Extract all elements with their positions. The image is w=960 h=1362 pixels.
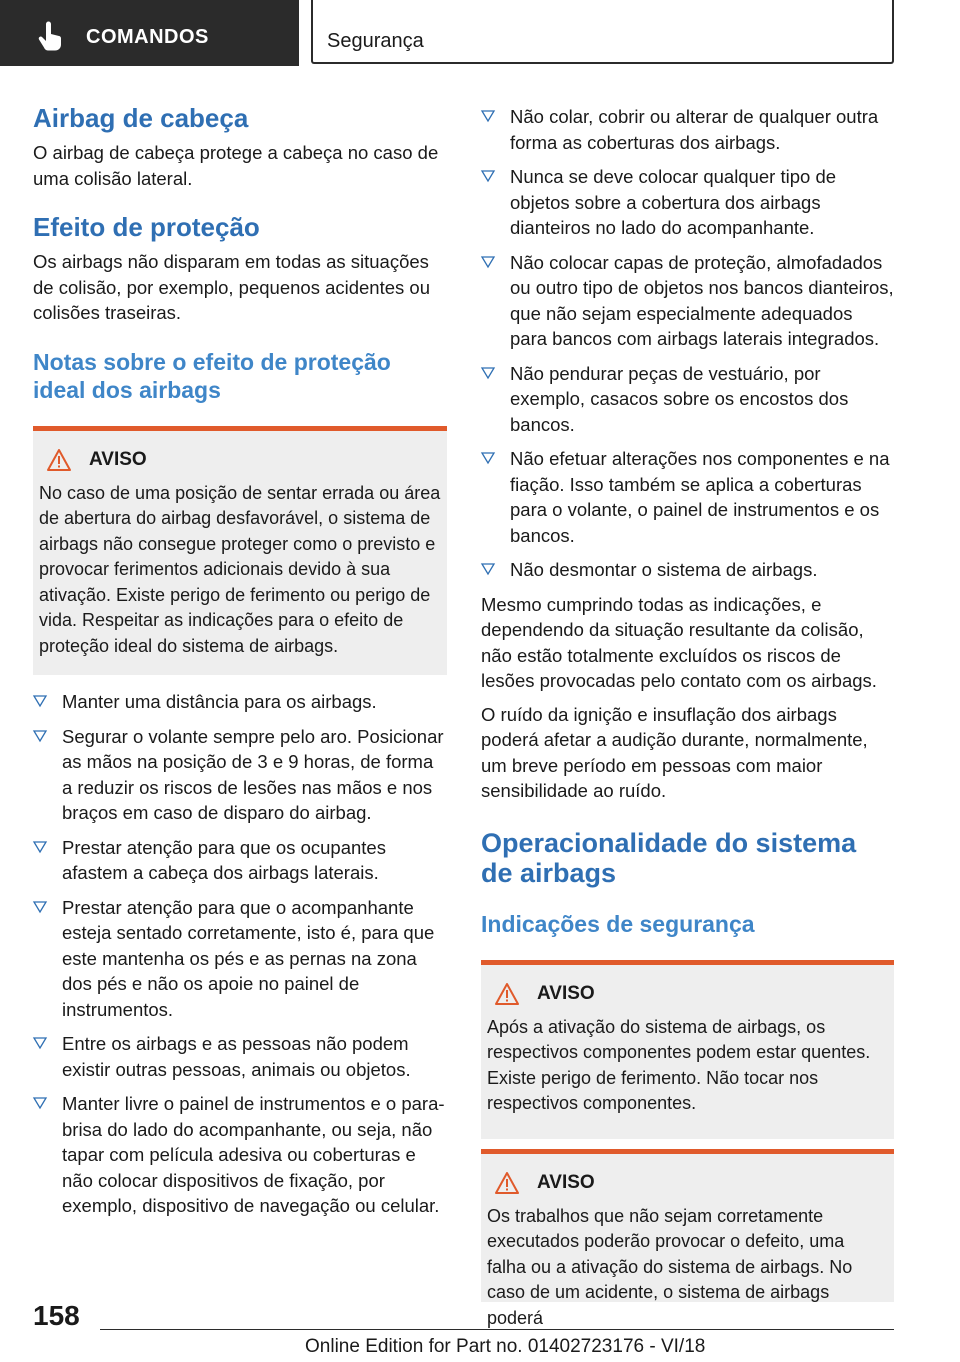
heading-airbag-cabeca: Airbag de cabeça (33, 103, 249, 133)
list-item: Segurar o volante sempre pelo aro. Posicionar as mãos na posição de 3 e 9 horas, de forma a reduzir os riscos de lesões nas mãos e nos braços em caso de disparo do airbag. (33, 724, 447, 826)
triangle-bullet-icon (481, 169, 495, 183)
paragraph-efeito-protecao: Os airbags não disparam em todas as situações de colisão, por exemplo, pequenos acidentes ou colisões traseiras. (33, 251, 430, 323)
footer-divider (100, 1329, 894, 1330)
warning-triangle-icon (47, 449, 71, 471)
footer-edition: Online Edition for Part no. 01402723176 - VI/18 (305, 1336, 706, 1357)
triangle-bullet-icon (33, 1036, 47, 1050)
header-topic-tab (311, 0, 894, 64)
heading-notas: Notas sobre o efeito de proteção ideal dos airbags (33, 348, 391, 403)
list-item: Nunca se deve colocar qualquer tipo de objetos sobre a cobertura dos airbags dianteiros no lado do acompanhante. (481, 164, 894, 241)
triangle-bullet-icon (481, 109, 495, 123)
warning-title: AVISO (89, 448, 147, 470)
warning-triangle-icon (495, 983, 519, 1005)
paragraph-airbag-cabeca: O airbag de cabeça protege a cabeça no caso de uma colisão lateral. (33, 142, 439, 189)
triangle-bullet-icon (481, 255, 495, 269)
paragraph-mesmo: Mesmo cumprindo todas as indicações, e dependendo da situação resultante da colisão, não estão totalmente excluídos os riscos de lesões provocadas pelo contato com os airbags. (481, 593, 877, 691)
left-column (33, 102, 447, 1228)
triangle-bullet-icon (33, 694, 47, 708)
warning-box (481, 960, 894, 1139)
warning-text: No caso de uma posição de sentar errada ou área de abertura do airbag desfavorável, o sistema de airbags não consegue proteger como o previsto e provocar ferimentos adicionais devido à sua ativação. Existe perigo de ferimento ou perigo de vida. Respeitar as indicações para o efeito de proteção ideal do sistema de airbags. (39, 482, 441, 656)
warning-title: AVISO (537, 1171, 595, 1193)
heading-indicacoes: Indicações de segurança (481, 910, 755, 937)
bullet-list-right (481, 104, 894, 583)
triangle-bullet-icon (481, 562, 495, 576)
topic-label: Segurança (327, 30, 424, 52)
bullet-list-left (33, 689, 447, 1219)
triangle-bullet-icon (33, 900, 47, 914)
triangle-bullet-icon (481, 366, 495, 380)
warning-text: Os trabalhos que não sejam corretamente executados poderão provocar o defeito, uma falha ou a ativação do sistema de airbags. No caso de um acidente, o sistema de airbags poderá (487, 1205, 853, 1328)
list-item: Prestar atenção para que o acompanhante esteja sentado corretamente, isto é, para que este mantenha os pés e as pernas na zona dos pés e não os apoie no painel de instrumentos. (33, 895, 447, 1023)
warning-text: Após a ativação do sistema de airbags, os respectivos componentes podem estar quentes. Existe perigo de ferimento. Não tocar nos respectivos componentes. (487, 1016, 871, 1113)
warning-box (481, 1149, 894, 1328)
list-item: Não efetuar alterações nos componentes e na fiação. Isso também se aplica a coberturas para o volante, o painel de instrumentos e os bancos. (481, 446, 894, 548)
triangle-bullet-icon (481, 451, 495, 465)
list-item: Não colar, cobrir ou alterar de qualquer outra forma as coberturas dos airbags. (481, 104, 894, 155)
warning-triangle-icon (495, 1172, 519, 1194)
warning-box (33, 426, 447, 676)
hand-pointer-icon (38, 22, 64, 52)
page-number: 158 (33, 1300, 80, 1331)
header-section-tab (0, 0, 299, 66)
list-item: Manter uma distância para os airbags. (33, 689, 447, 715)
warning-title: AVISO (537, 982, 595, 1004)
list-item: Não desmontar o sistema de airbags. (481, 557, 894, 583)
list-item: Não pendurar peças de vestuário, por exemplo, casacos sobre os encostos dos bancos. (481, 361, 894, 438)
paragraph-ruido: O ruído da ignição e insuflação dos airbags poderá afetar a audição durante, normalmente, um breve período em pessoas com maior sensibilidade ao ruído. (481, 703, 868, 801)
list-item: Entre os airbags e as pessoas não podem existir outras pessoas, animais ou objetos. (33, 1031, 447, 1082)
heading-efeito-protecao: Efeito de proteção (33, 212, 260, 242)
right-column (481, 104, 894, 1328)
triangle-bullet-icon (33, 729, 47, 743)
list-item: Não colocar capas de proteção, almofadados ou outro tipo de objetos nos bancos dianteiros, que não sejam especialmente adequados para bancos com airbags laterais integrados. (481, 250, 894, 352)
list-item: Prestar atenção para que os ocupantes afastem a cabeça dos airbags laterais. (33, 835, 447, 886)
section-label: COMANDOS (86, 26, 209, 48)
list-item: Manter livre o painel de instrumentos e o para-brisa do lado do acompanhante, ou seja, não tapar com película adesiva ou coberturas e não colocar dispositivos de fixação, por exemplo, dispositivo de navegação ou celular. (33, 1091, 447, 1219)
triangle-bullet-icon (33, 1096, 47, 1110)
heading-operacionalidade: Operacionalidade do sistema de airbags (481, 827, 857, 888)
triangle-bullet-icon (33, 840, 47, 854)
